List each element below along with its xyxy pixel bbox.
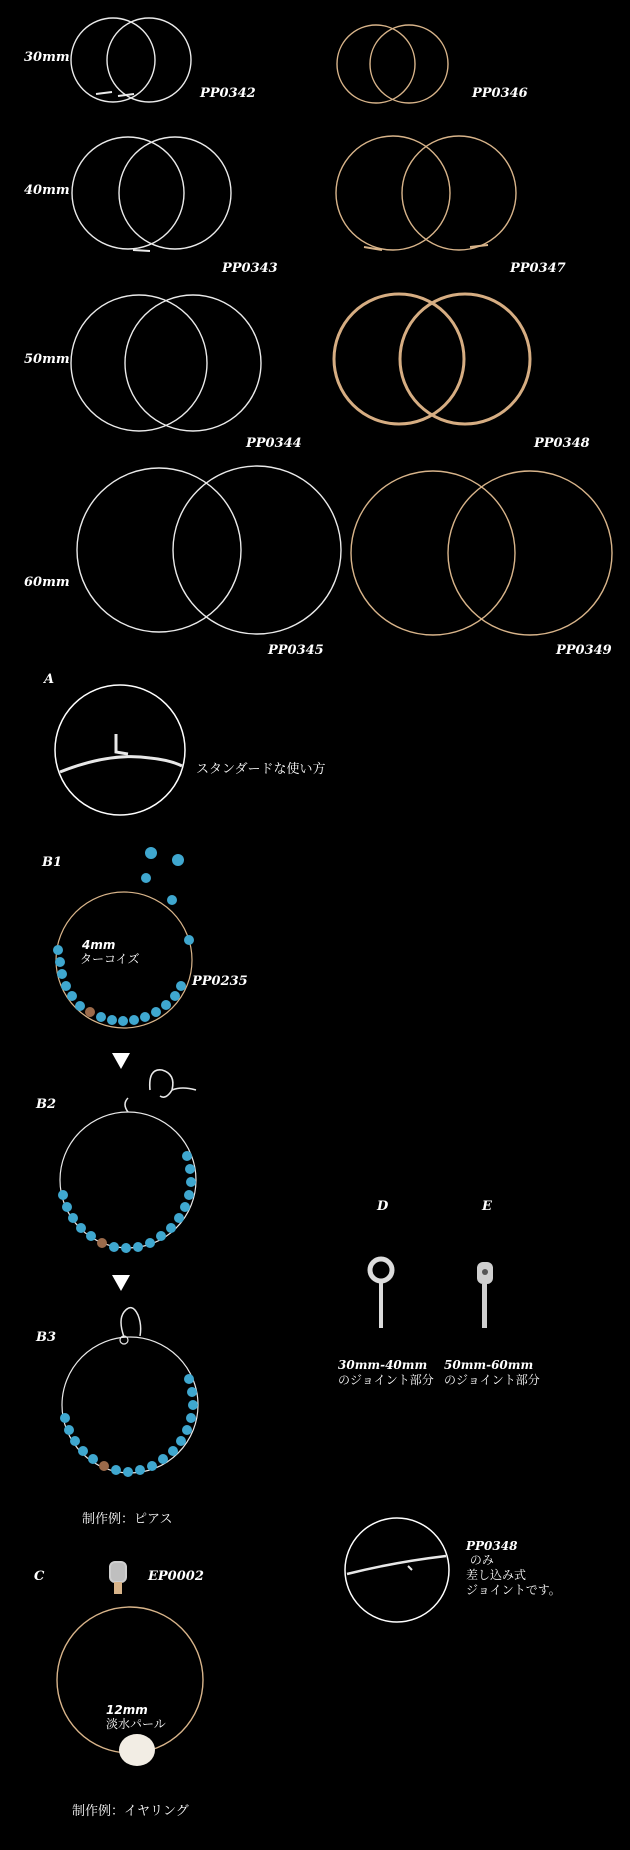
product-code-pp0349: PP0349 — [556, 643, 612, 658]
pearl-size-label: 12mm — [106, 1703, 148, 1717]
joint-illustration-e — [477, 1262, 493, 1328]
bead-name-label: ターコイズ — [80, 952, 140, 966]
hoop-pair-pp0348 — [334, 294, 530, 424]
product-code-pp0342: PP0342 — [200, 86, 256, 101]
hoop-pair-pp0347 — [336, 136, 516, 250]
product-code-pp0345: PP0345 — [268, 643, 324, 658]
joint-e-text: のジョイント部分 — [444, 1373, 540, 1387]
product-code-pp0344: PP0344 — [246, 436, 302, 451]
joint-e-size: 50mm-60mm — [444, 1358, 534, 1372]
product-code-pp0348: PP0348 — [534, 436, 590, 451]
standard-use-caption: スタンダードな使い方 — [196, 762, 326, 777]
turquoise-beads-b3 — [60, 1374, 198, 1477]
note-line-only: のみ — [466, 1553, 494, 1567]
product-code-pp0347: PP0347 — [510, 261, 566, 276]
joint-label-d: D — [377, 1199, 389, 1214]
earring-example-caption: 制作例：イヤリング — [72, 1804, 189, 1819]
section-label-b3: B3 — [36, 1330, 57, 1345]
hoop-pair-pp0343 — [72, 137, 231, 251]
size-label-60mm: 60mm — [24, 575, 70, 590]
step-arrow-1 — [112, 1053, 130, 1069]
section-label-c: C — [34, 1569, 45, 1584]
hoop-pair-pp0346 — [337, 25, 448, 103]
hoop-pair-pp0349 — [351, 471, 612, 635]
pierce-example-caption: 制作例：ピアス — [82, 1512, 173, 1527]
size-label-30mm: 30mm — [24, 50, 70, 65]
bead-size-label: 4mm — [82, 938, 116, 952]
ear-hook-b2 — [150, 1070, 196, 1097]
joint-label-e: E — [482, 1199, 492, 1214]
turquoise-beads-b1 — [53, 847, 194, 1026]
product-code-ep0002: EP0002 — [148, 1569, 204, 1584]
note-line-insert-type: 差し込み式 — [466, 1568, 527, 1582]
section-label-a: A — [44, 672, 55, 687]
joint-d-size: 30mm-40mm — [338, 1358, 428, 1372]
freshwater-pearl — [119, 1734, 155, 1766]
hoop-pair-pp0345 — [77, 466, 341, 634]
product-code-pp0343: PP0343 — [222, 261, 278, 276]
note-line-joint: ジョイントです。 — [466, 1583, 561, 1597]
note-product-code: PP0348 — [466, 1539, 518, 1553]
product-code-pp0235: PP0235 — [192, 974, 248, 989]
size-label-40mm: 40mm — [24, 183, 70, 198]
hoop-pair-pp0342 — [71, 18, 191, 102]
product-code-pp0346: PP0346 — [472, 86, 528, 101]
detail-circle-insert-joint — [345, 1518, 449, 1622]
detail-circle-standard-use — [55, 685, 185, 815]
hoop-pair-pp0344 — [71, 295, 261, 431]
joint-illustration-d — [370, 1259, 392, 1328]
section-label-b1: B1 — [42, 855, 63, 870]
joint-d-text: のジョイント部分 — [338, 1373, 434, 1387]
turquoise-beads-b2 — [58, 1151, 196, 1253]
section-label-b2: B2 — [36, 1097, 57, 1112]
size-label-50mm: 50mm — [24, 352, 70, 367]
step-arrow-2 — [112, 1275, 130, 1291]
pearl-name-label: 淡水パール — [106, 1717, 166, 1731]
